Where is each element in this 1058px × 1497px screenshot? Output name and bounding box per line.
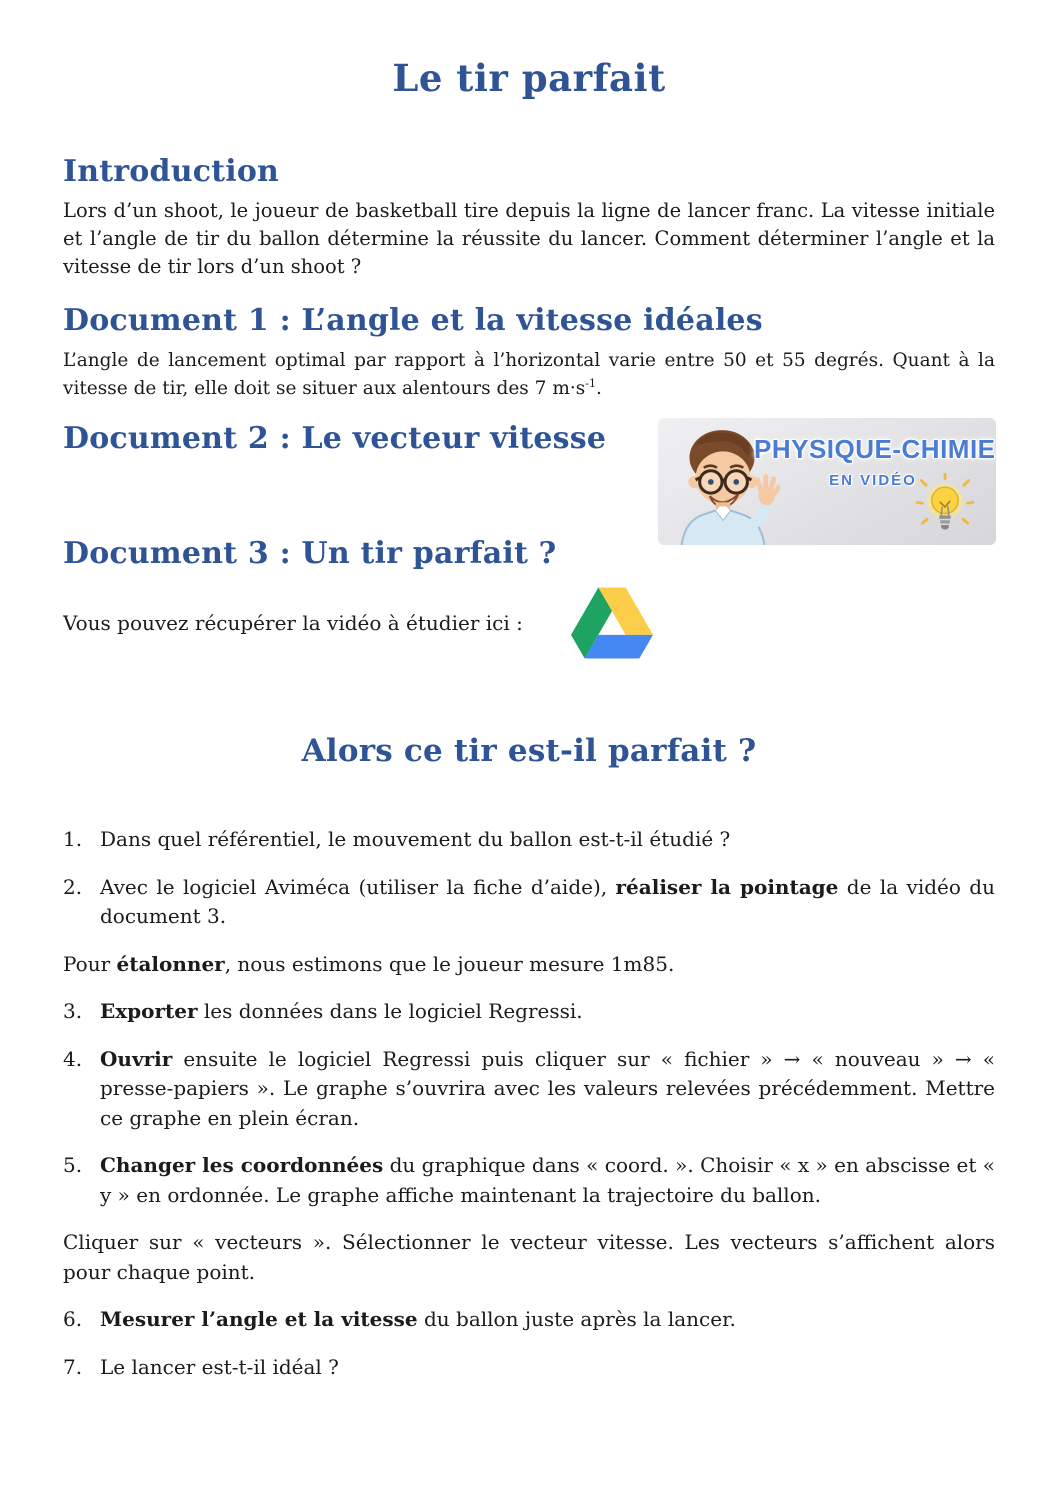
exponent: -1 bbox=[585, 376, 596, 390]
banner-title: PHYSIQUE-CHIMIE bbox=[754, 434, 996, 464]
task-item-7 bbox=[63, 1353, 995, 1383]
task-text: Dans quel référentiel, le mouvement du ballon est-t-il étudié ? bbox=[100, 827, 731, 851]
introduction-paragraph: Lors d’un shoot, le joueur de basketball tire depuis la ligne de lancer franc. La vitesse initiale et l’angle de tir du ballon détermine la réussite du lancer. Comment déterminer l’angle et la vitesse de tir lors d’un shoot ? bbox=[63, 199, 995, 278]
heading-document-1: Document 1 : L’angle et la vitesse idéales bbox=[63, 303, 763, 338]
document-1-text: L’angle de lancement optimal par rapport à l’horizontal varie entre 50 et 55 degrés. Quant à la vitesse de tir, elle doit se situer aux alentours des 7 m·s bbox=[63, 350, 995, 399]
task-text bbox=[100, 1045, 995, 1134]
task-number: 5. bbox=[63, 1153, 83, 1177]
heading-question: Alors ce tir est-il parfait ? bbox=[301, 733, 757, 769]
task-text-segment: du graphique dans « coord. ». Choisir « x » en abscisse et « y » en ordonnée. Le graphe affiche maintenant la trajectoire du ballon. bbox=[100, 1153, 995, 1207]
task-number: 6. bbox=[63, 1307, 83, 1331]
note-bold: étalonner bbox=[116, 951, 225, 976]
task-text bbox=[100, 1305, 995, 1335]
task-text bbox=[100, 997, 995, 1027]
task-text-bold: Mesurer l’angle et la vitesse bbox=[100, 1307, 418, 1331]
task-item-6 bbox=[63, 1305, 995, 1335]
task-number: 3. bbox=[63, 999, 83, 1023]
task-item-3 bbox=[63, 997, 995, 1027]
note-segment: , nous estimons que le joueur mesure 1m85. bbox=[224, 951, 675, 976]
task-text-segment: du ballon juste après la lancer. bbox=[417, 1307, 736, 1331]
task-number: 2. bbox=[63, 874, 83, 899]
google-drive-icon[interactable] bbox=[571, 585, 653, 661]
heading-document-2: Document 2 : Le vecteur vitesse bbox=[63, 421, 607, 456]
task-text-bold: Changer les coordonnées bbox=[100, 1153, 384, 1177]
task-text-segment: les données dans le logiciel Regressi. bbox=[197, 999, 583, 1023]
task-text bbox=[100, 1151, 995, 1210]
heading-document-3: Document 3 : Un tir parfait ? bbox=[63, 536, 557, 571]
task-item-4 bbox=[63, 1045, 995, 1134]
task-text-segment: de la vidéo du document 3. bbox=[100, 874, 995, 928]
video-link-label: Vous pouvez récupérer la vidéo à étudier ici : bbox=[63, 611, 523, 635]
task-text-bold: Ouvrir bbox=[100, 1046, 173, 1071]
task-item-1 bbox=[63, 825, 995, 855]
task-item-5 bbox=[63, 1151, 995, 1210]
task-number: 1. bbox=[63, 827, 83, 851]
heading-introduction: Introduction bbox=[63, 154, 280, 189]
task-text-bold: réaliser la pointage bbox=[615, 874, 839, 899]
task-text-segment: Avec le logiciel Aviméca (utiliser la fiche d’aide), bbox=[100, 874, 616, 899]
task-text: Le lancer est-t-il idéal ? bbox=[100, 1354, 339, 1379]
task-number: 4. bbox=[63, 1046, 83, 1071]
note-vecteurs: Cliquer sur « vecteurs ». Sélectionner le vecteur vitesse. Les vecteurs s’affichent alors pour chaque point. bbox=[63, 1230, 995, 1284]
note-segment: Pour bbox=[63, 951, 117, 976]
physique-chimie-video-banner bbox=[658, 418, 996, 545]
task-number: 7. bbox=[63, 1354, 83, 1379]
task-item-2 bbox=[63, 873, 995, 932]
document-1-period: . bbox=[595, 378, 602, 399]
page-title: Le tir parfait bbox=[392, 56, 666, 100]
task-list bbox=[63, 825, 995, 1382]
note-etalonner bbox=[63, 950, 995, 980]
document-1-paragraph bbox=[63, 347, 995, 403]
video-link-row bbox=[63, 585, 995, 669]
task-text bbox=[100, 873, 995, 932]
task-text-segment: ensuite le logiciel Regressi puis cliquer sur « fichier » → « nouveau » → « presse-papiers ». Le graphe s’ouvrira avec les valeurs relevées précédemment. Mettre ce graphe en plein écran. bbox=[100, 1046, 995, 1130]
task-text-bold: Exporter bbox=[100, 999, 198, 1023]
banner-subtitle: EN VIDÉO bbox=[829, 472, 917, 489]
lightbulb-icon bbox=[916, 473, 974, 541]
